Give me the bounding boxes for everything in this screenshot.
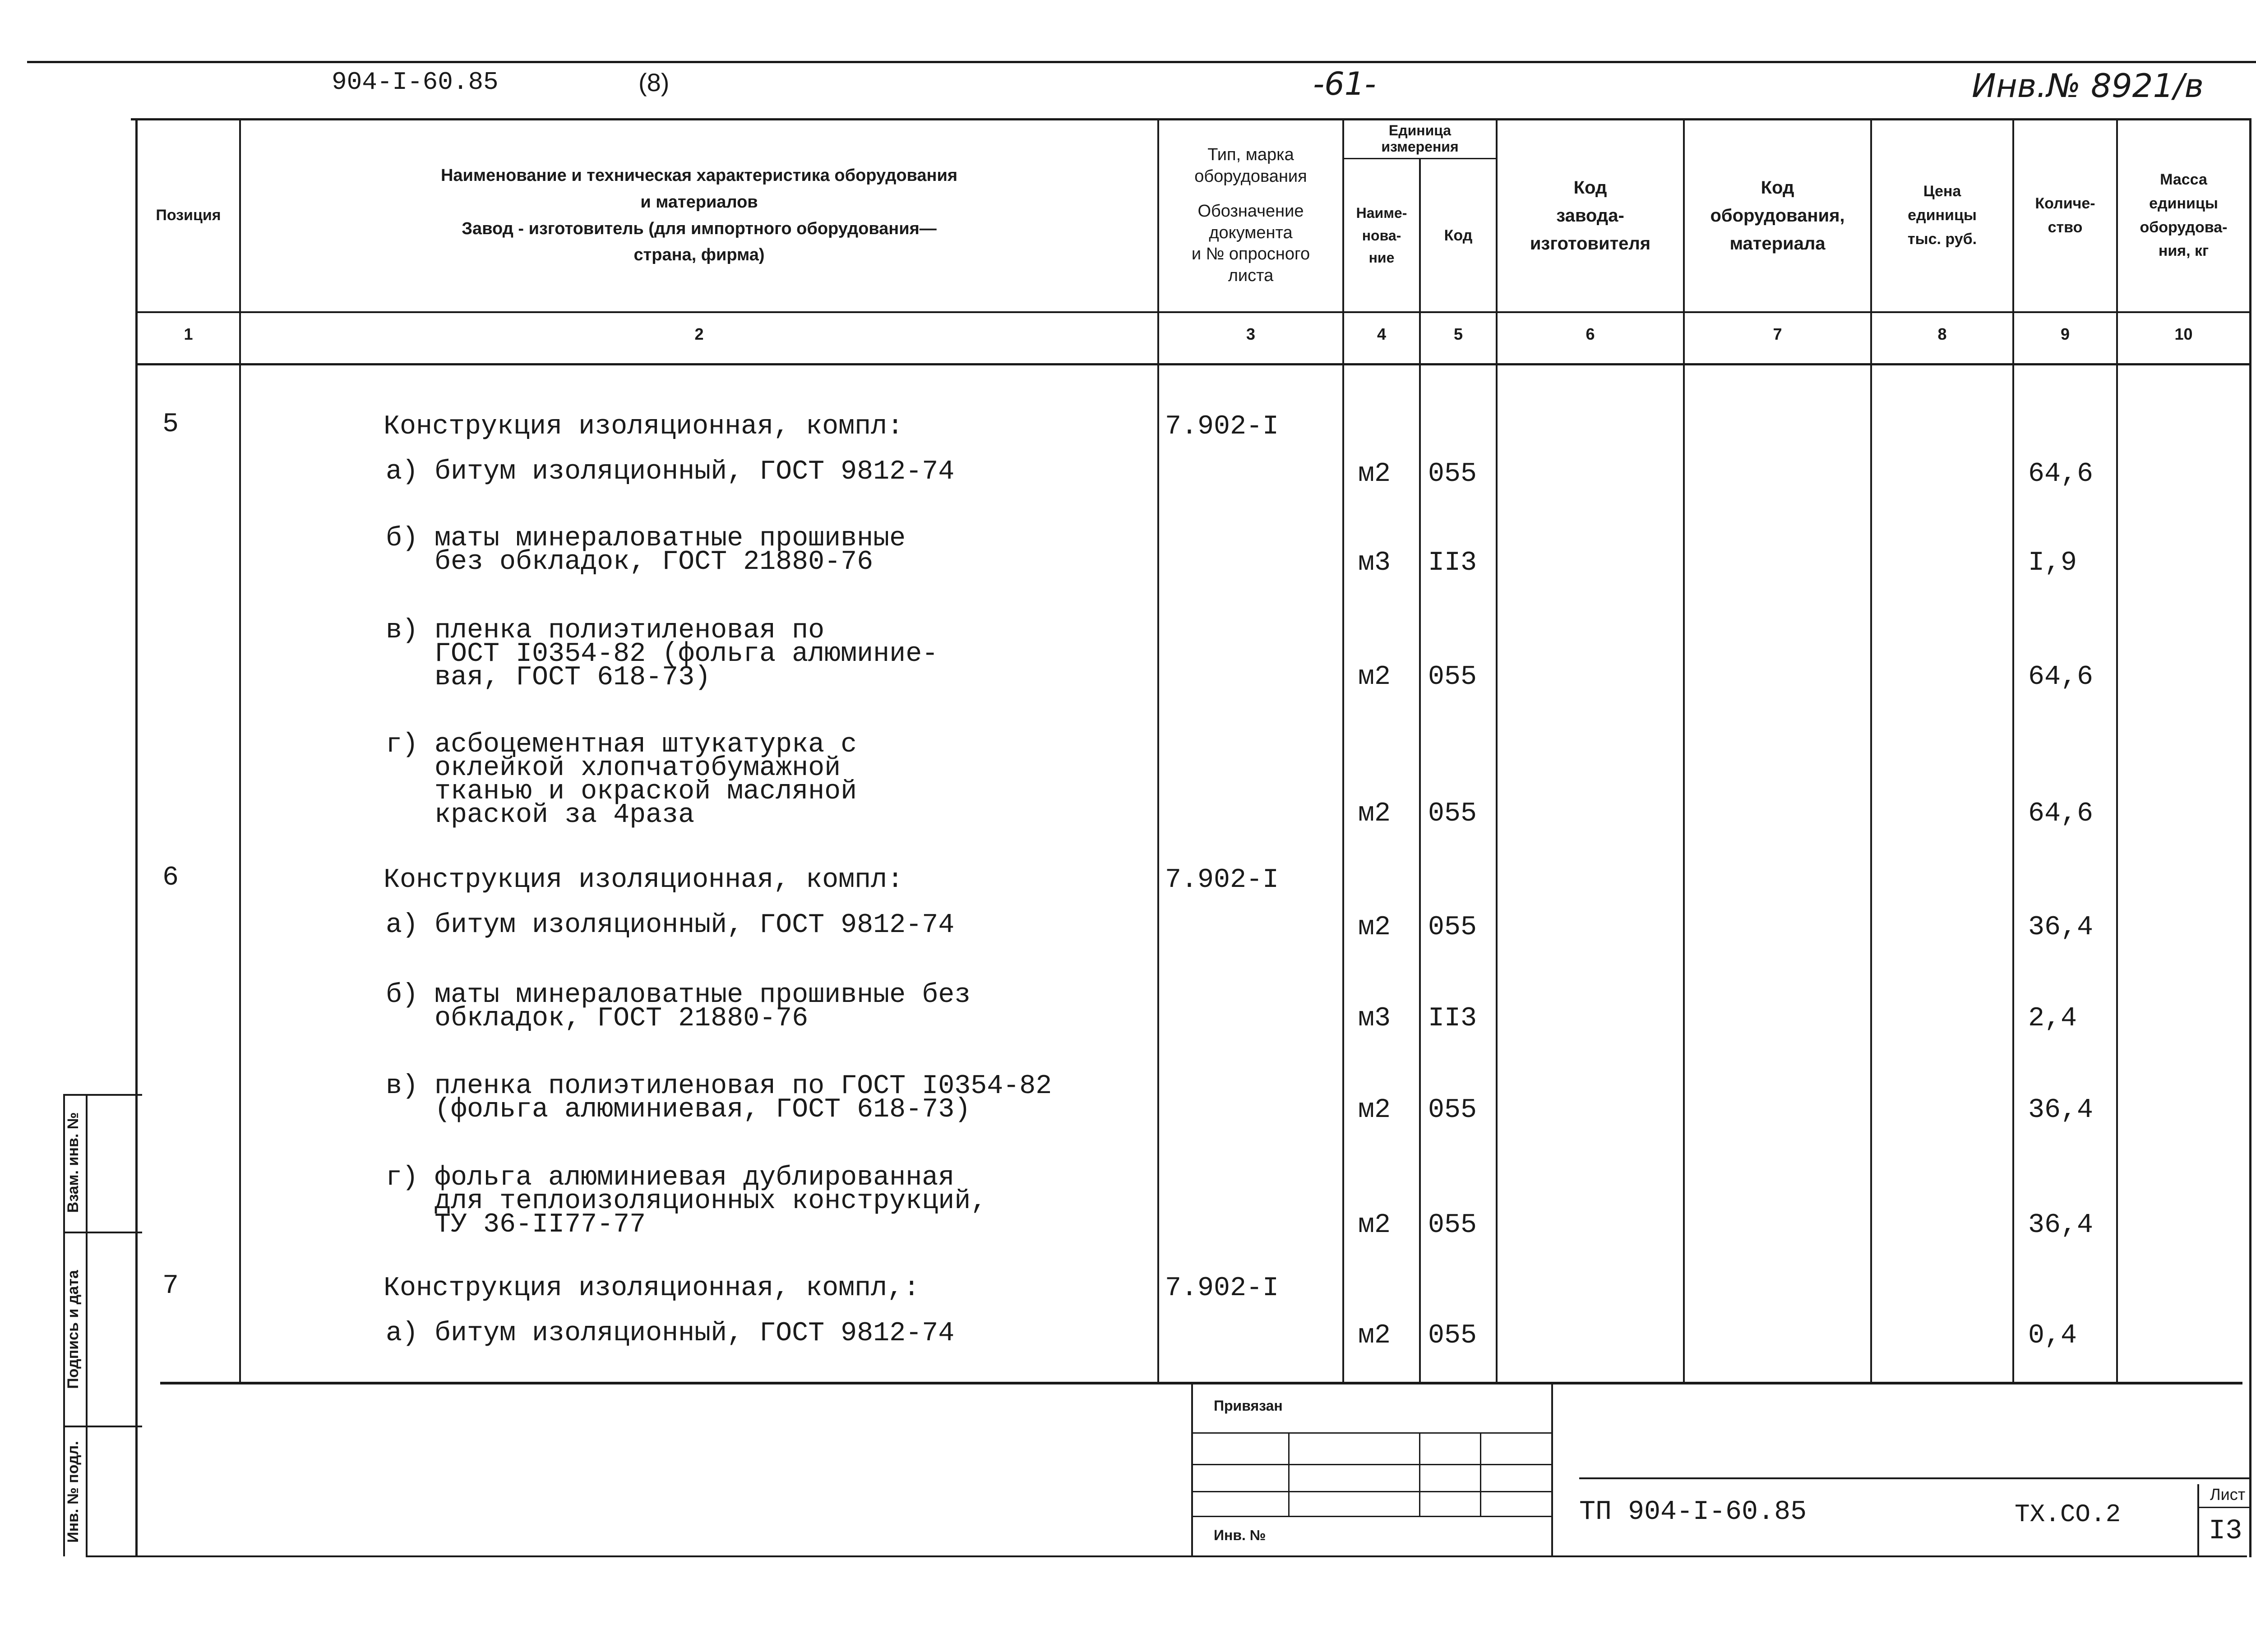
row-4-name: г) асбоцементная штукатурка с оклейкой хлопчатобумажной тканью и окраской масляной краской за 4раза <box>386 729 857 831</box>
stamp-right-line <box>1551 1384 1553 1555</box>
doc-code-top: 904-I-60.85 <box>332 68 499 97</box>
row-1-name: а) битум изоляционный, ГОСТ 9812-74 <box>386 457 955 487</box>
header-col2-line1: Наименование и техническая характеристика оборудования <box>440 166 958 185</box>
side-label-vzam: Взам. инв. № <box>65 1112 82 1213</box>
header-col9-line1: Количе- <box>2035 194 2095 212</box>
row-0-name: Конструкция изоляционная, компл: <box>384 411 904 442</box>
row-7-unit: м3 <box>1358 1003 1391 1034</box>
header-col7 <box>1685 120 1870 311</box>
header-col10 <box>2118 120 2249 311</box>
header-col10-line1: Масса <box>2160 171 2207 189</box>
colnum-8: 8 <box>1937 325 1947 343</box>
title-project: ТП 904-I-60.85 <box>1579 1497 1807 1527</box>
top-border <box>27 61 2256 63</box>
header-col2-line2: и материалов <box>640 192 758 212</box>
row-6-qty: 36,4 <box>2028 912 2094 943</box>
row-9-unit: м2 <box>1358 1210 1391 1241</box>
side-strip-div1 <box>63 1232 142 1233</box>
stamp-row-4 <box>1193 1516 1551 1517</box>
header-col3-line2: оборудования <box>1194 166 1307 186</box>
header-col7-line1: Код <box>1761 177 1794 198</box>
row-6-code: 055 <box>1428 912 1477 943</box>
row-8-name: в) пленка полиэтиленовая по ГОСТ I0354-82 (фольга алюминиевая, ГОСТ 618-73) <box>386 1071 1052 1125</box>
row-8-code: 055 <box>1428 1095 1477 1126</box>
row-11-code: 055 <box>1428 1320 1477 1351</box>
row-0-doc: 7.902-I <box>1165 411 1279 442</box>
header-col2-line3: Завод - изготовитель (для импортного оборудования— <box>462 219 937 238</box>
header-col5-label: Код <box>1444 227 1473 245</box>
header-col7-line2: оборудования, <box>1710 205 1845 226</box>
row-3-code: 055 <box>1428 662 1477 692</box>
right-frame <box>2249 118 2251 1557</box>
header-col3-line5: и № опросного <box>1191 245 1310 263</box>
header-col9-line2: ство <box>2048 218 2083 236</box>
colnum-3: 3 <box>1246 325 1256 343</box>
row-4-unit: м2 <box>1358 798 1391 829</box>
header-col3-line3: Обозначение <box>1197 202 1304 221</box>
row-10-name: Конструкция изоляционная, компл,: <box>384 1273 920 1304</box>
colnum-1: 1 <box>184 325 193 343</box>
title-block-top <box>1579 1477 2249 1479</box>
row-2-code: II3 <box>1428 548 1477 578</box>
row-6-unit: м2 <box>1358 912 1391 943</box>
header-col10-line3: оборудова- <box>2140 218 2228 236</box>
row-4-qty: 64,6 <box>2028 798 2094 829</box>
header-col4-line1: Наиме- <box>1356 205 1407 221</box>
header-col9 <box>2014 120 2116 311</box>
row-2-qty: I,9 <box>2028 548 2077 578</box>
unit-group-line <box>1342 158 1496 159</box>
side-strip-right <box>86 1094 88 1556</box>
row-10-doc: 7.902-I <box>1165 1273 1279 1304</box>
colnum-2: 2 <box>694 325 704 343</box>
row-5-pos: 6 <box>162 863 179 893</box>
page-bottom-line <box>86 1555 2247 1557</box>
header-col6-line1: Код <box>1573 177 1607 198</box>
header-col4-line2: нова- <box>1362 227 1401 244</box>
row-7-qty: 2,4 <box>2028 1003 2077 1034</box>
header-bottom-line <box>135 311 2251 313</box>
row-9-qty: 36,4 <box>2028 1210 2094 1241</box>
header-col2 <box>241 120 1157 311</box>
colnum-10: 10 <box>2174 325 2193 343</box>
stamp-col-a <box>1288 1432 1290 1516</box>
stamp-row-2 <box>1193 1464 1551 1465</box>
row-5-doc: 7.902-I <box>1165 865 1279 895</box>
header-col2-line4: страна, фирма) <box>633 245 765 265</box>
side-label-podpis: Подпись и дата <box>65 1270 82 1389</box>
list-label: Лист <box>2210 1485 2246 1504</box>
header-col3-line6: листа <box>1228 266 1274 285</box>
row-2-unit: м3 <box>1358 548 1391 578</box>
colnum-5: 5 <box>1453 325 1463 343</box>
stamp-row-1 <box>1193 1432 1551 1434</box>
stamp-row-3 <box>1193 1491 1551 1492</box>
header-col1-label: Позиция <box>156 207 221 224</box>
stamp-left-line <box>1191 1384 1193 1555</box>
header-col7-line3: материала <box>1729 233 1826 254</box>
colnum-bottom-line <box>135 363 2251 365</box>
row-6-name: а) битум изоляционный, ГОСТ 9812-74 <box>386 910 955 941</box>
header-col3-line4: документа <box>1209 223 1293 242</box>
row-1-code: 055 <box>1428 459 1477 489</box>
header-col3-line1: Тип, марка <box>1207 145 1294 164</box>
colnum-4: 4 <box>1377 325 1387 343</box>
row-8-unit: м2 <box>1358 1095 1391 1126</box>
row-0-pos: 5 <box>162 409 179 440</box>
header-unit-line1: Единица <box>1388 122 1452 139</box>
header-col5 <box>1421 160 1496 311</box>
row-9-name: г) фольга алюминиевая дублированная для теплоизоляционных конструкций, ТУ 36-II77-77 <box>386 1163 987 1240</box>
stamp-col-c <box>1480 1432 1481 1516</box>
header-col3 <box>1159 120 1342 311</box>
inventory-number: Инв.№ 8921/в <box>1972 67 2204 105</box>
list-box-div <box>2199 1507 2249 1508</box>
row-5-name: Конструкция изоляционная, компл: <box>384 865 904 895</box>
row-4-code: 055 <box>1428 798 1477 829</box>
header-col1 <box>138 120 239 311</box>
row-8-qty: 36,4 <box>2028 1095 2094 1126</box>
stamp-col-b <box>1419 1432 1420 1516</box>
header-col8-line1: Цена <box>1923 183 1961 200</box>
list-box-left <box>2197 1484 2199 1555</box>
colnum-9: 9 <box>2060 325 2070 343</box>
header-col10-line4: ния, кг <box>2158 242 2209 260</box>
list-number: I3 <box>2209 1515 2242 1547</box>
title-mark: ТХ.СО.2 <box>2015 1500 2121 1529</box>
header-unit-group <box>1344 120 1496 158</box>
row-11-unit: м2 <box>1358 1320 1391 1351</box>
header-col8-line2: единицы <box>1908 207 1977 224</box>
header-col10-line2: единицы <box>2149 194 2218 212</box>
row-3-name: в) пленка полиэтиленовая по ГОСТ I0354-82 (фольга алюминие- вая, ГОСТ 618-73) <box>386 615 938 693</box>
stamp-inv-no: Инв. № <box>1214 1527 1266 1543</box>
colnum-6: 6 <box>1586 325 1595 343</box>
stamp-privyazan: Привязан <box>1214 1398 1283 1414</box>
header-col6-line3: изготовителя <box>1530 233 1651 254</box>
row-7-code: II3 <box>1428 1003 1477 1034</box>
row-11-qty: 0,4 <box>2028 1320 2077 1351</box>
row-11-name: а) битум изоляционный, ГОСТ 9812-74 <box>386 1318 955 1349</box>
side-label-inv-podl: Инв. № подл. <box>65 1441 82 1543</box>
row-10-pos: 7 <box>162 1271 179 1301</box>
row-2-name: б) маты минераловатные прошивные без обкладок, ГОСТ 21880-76 <box>386 523 906 577</box>
row-1-unit: м2 <box>1358 459 1391 489</box>
row-7-name: б) маты минераловатные прошивные без обкладок, ГОСТ 21880-76 <box>386 980 971 1034</box>
header-col4 <box>1344 160 1419 311</box>
row-3-unit: м2 <box>1358 662 1391 692</box>
row-1-qty: 64,6 <box>2028 459 2094 489</box>
header-col4-line3: ние <box>1368 249 1395 266</box>
table-bottom-line <box>160 1382 2242 1384</box>
header-col6-line2: завода- <box>1556 205 1624 226</box>
row-3-qty: 64,6 <box>2028 662 2094 692</box>
header-unit-line2: измерения <box>1381 138 1459 155</box>
sheet-part: (8) <box>638 68 670 97</box>
header-col8 <box>1872 120 2012 311</box>
row-9-code: 055 <box>1428 1210 1477 1241</box>
page-number: -61- <box>1313 65 1376 102</box>
header-col8-line3: тыс. руб. <box>1907 230 1977 248</box>
header-col6 <box>1498 120 1683 311</box>
colnum-7: 7 <box>1773 325 1782 343</box>
